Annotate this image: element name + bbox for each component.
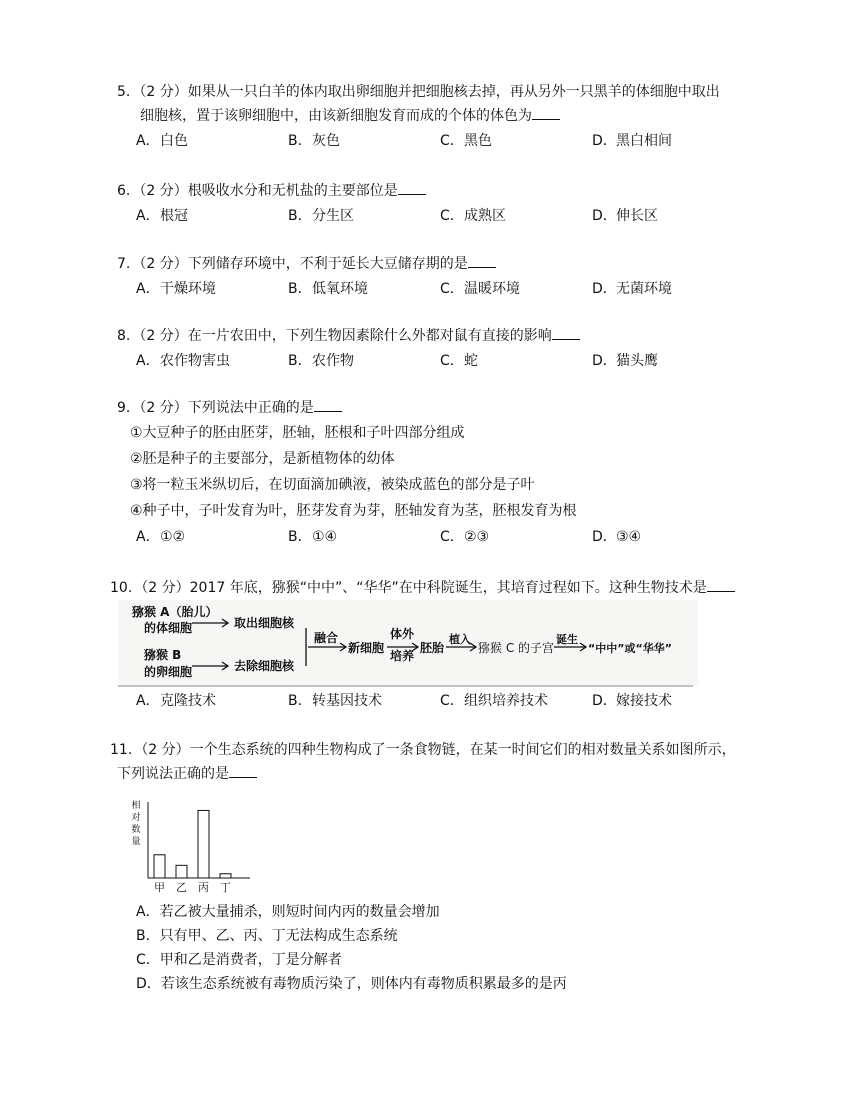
step-remove-nucleus: 去除细胞核 [234,659,295,673]
donor-b-label-line1: 猕猴 B [144,648,182,662]
question-stem: 下列说法中正确的是 [187,400,314,416]
bar-甲 [154,855,165,878]
category-label: 乙 [176,881,187,894]
question-7 [117,252,767,302]
question-score: （2 分） [132,183,188,199]
question-number: 7. [117,256,131,272]
option-d[interactable]: D．伸长区 [592,208,658,224]
option-d[interactable]: D．嫁接技术 [592,693,672,709]
category-labels [154,881,231,894]
culture-label-line1: 体外 [390,627,415,641]
birth-label: 诞生 [556,633,578,646]
question-11-options [117,900,767,996]
statement-3: ③将一粒玉米纵切后，在切面滴加碘液，被染成蓝色的部分是子叶 [130,477,535,493]
answer-blank[interactable] [532,105,560,120]
option-a[interactable]: A．白色 [136,133,188,149]
category-label: 丙 [198,881,209,894]
option-a[interactable]: A．农作物害虫 [136,353,230,369]
step-fuse: 融合 [314,631,339,645]
option-a[interactable]: A．克隆技术 [136,693,216,709]
option-a[interactable]: A．若乙被大量捕杀，则短时间内丙的数量会增加 [136,904,440,920]
answer-blank[interactable] [707,577,735,592]
cloning-process-diagram [118,600,698,690]
option-a[interactable]: A．①② [136,529,186,545]
question-stem: 一个生态系统的四种生物构成了一条食物链，在某一时间它们的相对数量关系如图所示， [189,742,736,758]
y-axis-label-char: 相 [131,801,141,811]
option-c[interactable]: C．甲和乙是消费者，丁是分解者 [136,952,342,968]
bar-丙 [198,810,209,878]
answer-blank[interactable] [552,325,580,340]
options-row [117,348,767,374]
option-b[interactable]: B．转基因技术 [288,693,382,709]
option-a[interactable]: A．干燥环境 [136,281,216,297]
question-number: 8. [117,328,131,344]
option-b[interactable]: B．低氧环境 [288,281,368,297]
y-axis-label-char: 对 [131,813,141,823]
answer-blank[interactable] [468,253,496,268]
statement-2: ②胚是种子的主要部分，是新植物体的幼体 [130,451,395,467]
implant-label: 植入 [449,633,471,646]
category-label: 丁 [220,881,231,894]
y-axis-label [131,799,140,847]
options-row [117,203,767,229]
option-d[interactable]: D．猫头鹰 [592,353,658,369]
embryo-label: 胚胎 [420,641,445,655]
donor-a-label-line2: 的体细胞 [144,621,193,635]
y-axis-label-char: 量 [131,837,141,847]
question-number: 9. [117,400,131,416]
step-extract-nucleus: 取出细胞核 [234,616,295,630]
option-a[interactable]: A．根冠 [136,208,188,224]
bar-丁 [220,874,231,878]
donor-a-label-line1: 猕猴 A（胎儿） [132,605,218,619]
option-b[interactable]: B．分生区 [288,208,354,224]
question-score: （2 分） [132,400,188,416]
new-cell-label: 新细胞 [348,641,385,655]
question-number: 11. [110,742,133,758]
question-score: （2 分） [134,742,190,758]
statement-1: ①大豆种子的胚由胚芽，胚轴，胚根和子叶四部分组成 [130,425,465,441]
question-number: 10. [110,580,133,596]
question-score: （2 分） [134,580,190,596]
question-6 [117,179,767,229]
answer-blank[interactable] [314,397,342,412]
question-9 [117,396,767,550]
question-stem-continued: 下列说法正确的是 [117,766,229,782]
option-c[interactable]: C．组织培养技术 [440,693,548,709]
culture-label-line2: 培养 [390,649,415,663]
relative-quantity-bar-chart [128,798,258,894]
result-label: “中中”或“华华” [588,642,672,655]
y-axis-label-char: 数 [131,825,141,835]
option-c[interactable]: C．②③ [440,529,490,545]
option-c[interactable]: C．温暖环境 [440,281,520,297]
options-row [117,128,767,154]
option-d[interactable]: D．黑白相间 [592,133,672,149]
question-stem-continued: 细胞核，置于该卵细胞中，由该新细胞发育而成的个体的体色为 [140,108,532,124]
statement-4: ④种子中，子叶发育为叶，胚芽发育为芽，胚轴发育为茎，胚根发育为根 [130,503,577,519]
bar-乙 [176,865,187,878]
options-row [117,276,767,302]
option-c[interactable]: C．蛇 [440,353,478,369]
question-10 [110,576,760,600]
option-b[interactable]: B．①④ [288,529,338,545]
question-10-options [117,688,767,714]
question-score: （2 分） [132,256,188,272]
options-row [117,688,767,714]
question-number: 6. [117,183,131,199]
options-row [117,524,767,550]
question-8 [117,324,767,374]
question-stem: 在一片农田中，下列生物因素除什么外都对鼠有直接的影响 [187,328,552,344]
uterus-label: 猕猴 C 的子宫 [478,641,555,655]
option-b[interactable]: B．灰色 [288,133,340,149]
question-stem: 下列储存环境中，不利于延长大豆储存期的是 [187,256,468,272]
bars [154,810,231,878]
question-11 [110,738,760,786]
option-d[interactable]: D．无菌环境 [592,281,672,297]
option-c[interactable]: C．黑色 [440,133,492,149]
question-5 [117,80,767,154]
question-stem: 根吸收水分和无机盐的主要部位是 [187,183,398,199]
answer-blank[interactable] [229,763,257,778]
option-d[interactable]: D．若该生态系统被有毒物质污染了，则体内有毒物质积累最多的是丙 [136,976,567,992]
option-d[interactable]: D．③④ [592,529,642,545]
option-c[interactable]: C．成熟区 [440,208,506,224]
option-b[interactable]: B．农作物 [288,353,354,369]
category-label: 甲 [154,881,165,894]
question-number: 5. [117,84,131,100]
question-stem: 如果从一只白羊的体内取出卵细胞并把细胞核去掉，再从另外一只黑羊的体细胞中取出 [187,84,720,100]
question-score: （2 分） [132,84,188,100]
option-b[interactable]: B．只有甲、乙、丙、丁无法构成生态系统 [136,928,398,944]
question-score: （2 分） [132,328,188,344]
question-stem: 2017 年底，猕猴“中中”、“华华”在中科院诞生，其培育过程如下。这种生物技术是 [189,580,707,596]
answer-blank[interactable] [398,180,426,195]
donor-b-label-line2: 的卵细胞 [144,665,193,679]
